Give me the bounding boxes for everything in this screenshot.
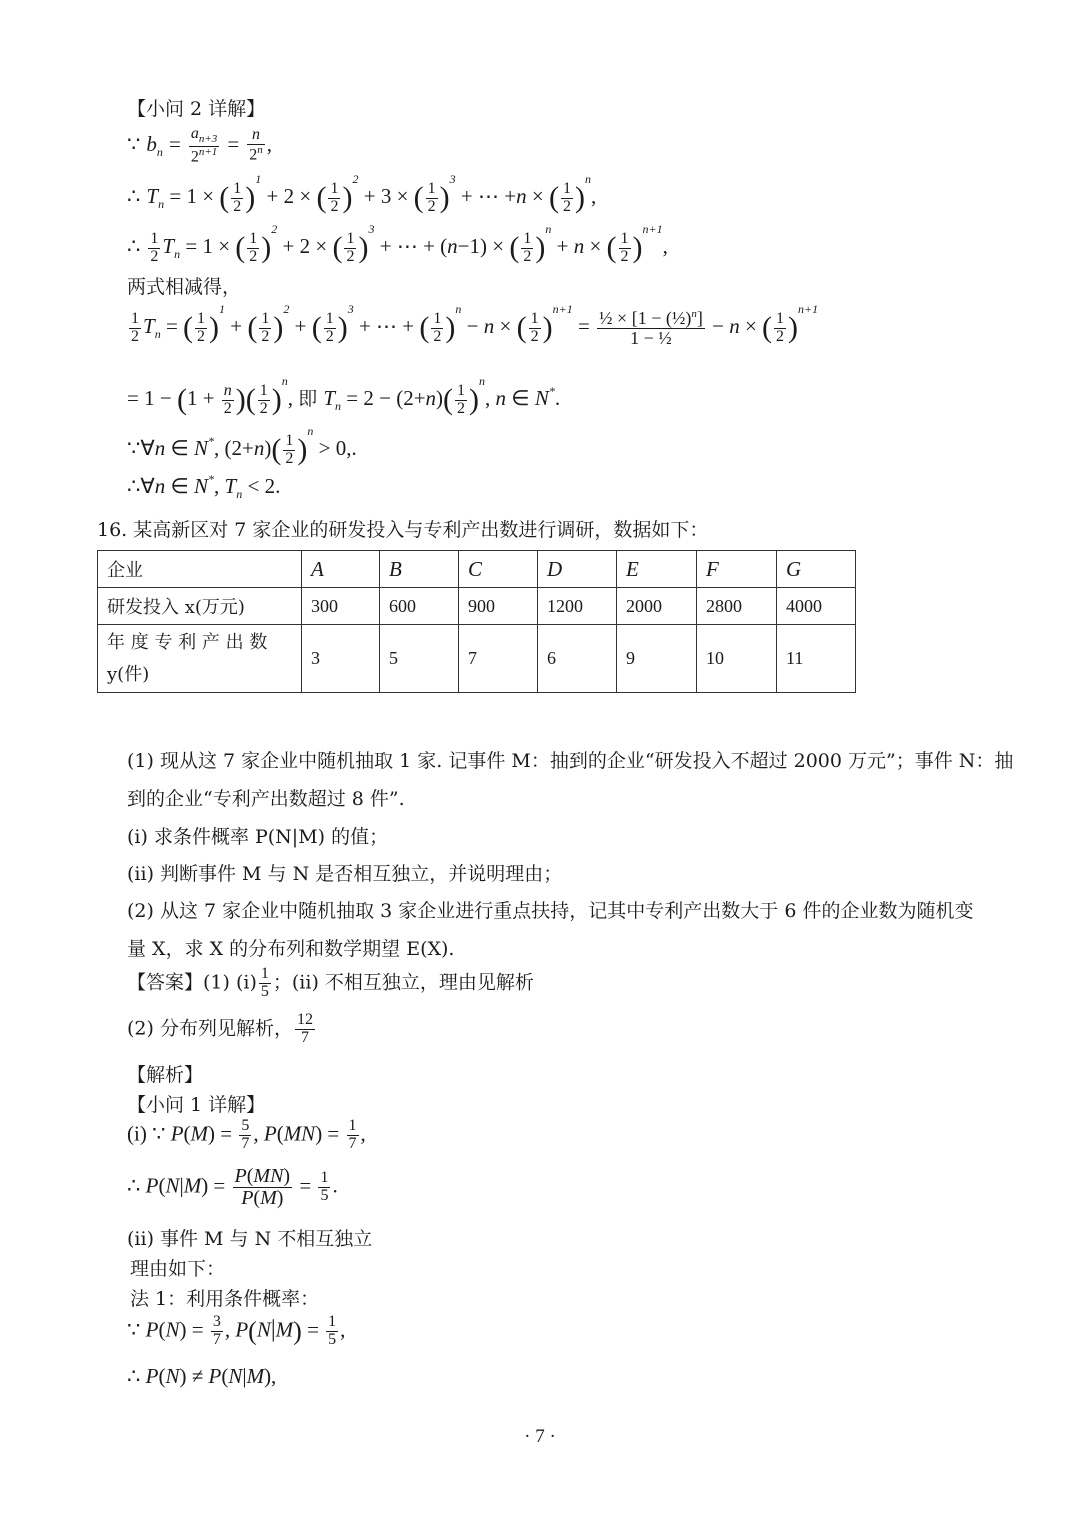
table-cell: 2800 (697, 588, 777, 625)
page-number: · 7 · (524, 1426, 556, 1447)
table-row (98, 625, 856, 693)
formula-bn: ∵ $b_n$ = $\frac{a_{n+3}}{2^{n+1}}$ = $\frac{n}{2^n}$ , (127, 125, 272, 166)
method-1-text: 法 1：利用条件概率： (130, 1288, 320, 1310)
formula-positive: ∵∀n ∈ N*, (2+n)( $\frac{1}{2}$ )$^n$ > 0,. (127, 424, 357, 467)
formula-not-equal: ∴ P(N) ≠ P(N|M), (127, 1364, 277, 1388)
table-row (98, 588, 856, 625)
table-cell: 5 (380, 625, 459, 693)
formula-diff: $\frac{1}{2}$ $T_n$ = ( $\frac{1}{2}$ )$^1$ + ( $\frac{1}{2}$ )$^2$ + ( $\frac{1}{2}$ )$^3$ + ⋯ + ( $\frac{1}{2}$ )$^n$ − n × ( $\frac{1}{2}$ )$^{n+1}$ = $\frac{\frac{1}{2} \times [1 - (\frac{1}{2})^n]}{\text{1 − ½}}$ − n × ( $\frac{1}{2}$ )$^{n+1}$ (131, 302, 819, 348)
table-cell-label: 研发投入 x(万元) (98, 588, 302, 625)
table-cell: A (302, 551, 380, 588)
table-cell: 3 (302, 625, 380, 693)
formula-pn: ∵ P(N) = $\frac{3}{7}$ , P(N|M) = $\frac{1}{5}$ , (127, 1313, 346, 1348)
table-label-line1: 年 度 专 利 产 出 数 (107, 631, 268, 653)
table-row (98, 551, 856, 588)
formula-tn: ∴ $T_n = 1$ × ( $\frac{1}{2}$ )$^1$ + 2 × ( $\frac{1}{2}$ )$^2$ + 3 × ( $\frac{1}{2}$ )$^3$ + ⋯ +n × ( $\frac{1}{2}$ )$^n$, (127, 172, 597, 215)
answer-1-prefix: (1) (i) (203, 971, 257, 994)
table-cell-label: 企业 (98, 551, 302, 588)
table-cell: 1200 (538, 588, 617, 625)
question-1-ii: (ii) 判断事件 M 与 N 是否相互独立，并说明理由； (127, 863, 563, 885)
table-label-line2: y(件) (107, 663, 150, 685)
formula-conclusion: ∴∀n ∈ N*, $T_n < 2$. (127, 472, 281, 501)
table-cell: 10 (697, 625, 777, 693)
table-cell: 4000 (777, 588, 856, 625)
ii-event-statement: (ii) 事件 M 与 N 不相互独立 (127, 1228, 373, 1250)
answer-1-suffix: ；(ii) 不相互独立，理由见解析 (272, 971, 534, 994)
table-cell: 2000 (617, 588, 697, 625)
table-cell: 900 (459, 588, 538, 625)
question-1-i: (i) 求条件概率 P(N|M) 的值； (127, 826, 389, 848)
formula-pm: (i) ∵ P(M) = $\frac{5}{7}$ , P(MN) = $\frac{1}{7}$ , (127, 1117, 366, 1152)
table-cell: 7 (459, 625, 538, 693)
answer-2-prefix: (2) 分布列见解析， (127, 1017, 293, 1040)
analysis-label: 【解析】 (127, 1064, 204, 1086)
reason-text: 理由如下： (130, 1258, 226, 1280)
table-cell: F (697, 551, 777, 588)
question-1-line1: (1) 现从这 7 家企业中随机抽取 1 家. 记事件 M：抽到的企业“研发投入不超过 2000 万元”；事件 N：抽 (127, 750, 1014, 772)
table-cell: C (459, 551, 538, 588)
data-table (97, 550, 856, 693)
question-2-line2: 量 X，求 X 的分布列和数学期望 E(X). (127, 938, 455, 960)
question-2-line1: (2) 从这 7 家企业中随机抽取 3 家企业进行重点扶持，记其中专利产出数大于 6 件的企业数为随机变 (127, 900, 974, 922)
table-cell: D (538, 551, 617, 588)
table-cell: E (617, 551, 697, 588)
answer-line-2: (2) 分布列见解析， $\frac{12}{7}$ (127, 1011, 313, 1046)
table-cell: 6 (538, 625, 617, 693)
table-cell: 9 (617, 625, 697, 693)
table-cell: 300 (302, 588, 380, 625)
table-cell: 600 (380, 588, 459, 625)
diff-text: 两式相减得， (127, 276, 242, 298)
table-cell: B (380, 551, 459, 588)
answer-line-1: 【答案】(1) (i) $\frac{1}{5}$ ；(ii) 不相互独立，理由见解析 (127, 965, 534, 1000)
formula-conditional: ∴ P(N|M) = $\frac{P(MN)}{P(M)}$ = $\frac{1}{5}$ . (127, 1165, 338, 1209)
formula-result: = 1 − (1 + $\frac{n}{2}$ )( $\frac{1}{2}$ )$^n$, 即 $T_n = 2 - (2+n)$( $\frac{1}{2}$ )$^n$, n ∈ N*. (127, 374, 561, 417)
table-cell-label (98, 625, 302, 693)
section-header-sub1: 【小问 1 详解】 (127, 1094, 266, 1116)
question-1-line2: 到的企业“专利产出数超过 8 件”. (127, 788, 405, 810)
formula-half-tn: ∴ $\frac{1}{2}$ $T_n = 1$ × ( $\frac{1}{2}$ )$^2$ + 2 × ( $\frac{1}{2}$ )$^3$ + ⋯ + (n−1) × ( $\frac{1}{2}$ )$^n$ + n × ( $\frac{1}{2}$ )$^{n+1}$, (127, 222, 668, 265)
table-cell: G (777, 551, 856, 588)
section-header-sub2: 【小问 2 详解】 (127, 98, 266, 120)
answer-label: 【答案】 (127, 971, 204, 994)
problem-16-stem: 16. 某高新区对 7 家企业的研发投入与专利产出数进行调研，数据如下： (97, 519, 709, 541)
table-cell: 11 (777, 625, 856, 693)
